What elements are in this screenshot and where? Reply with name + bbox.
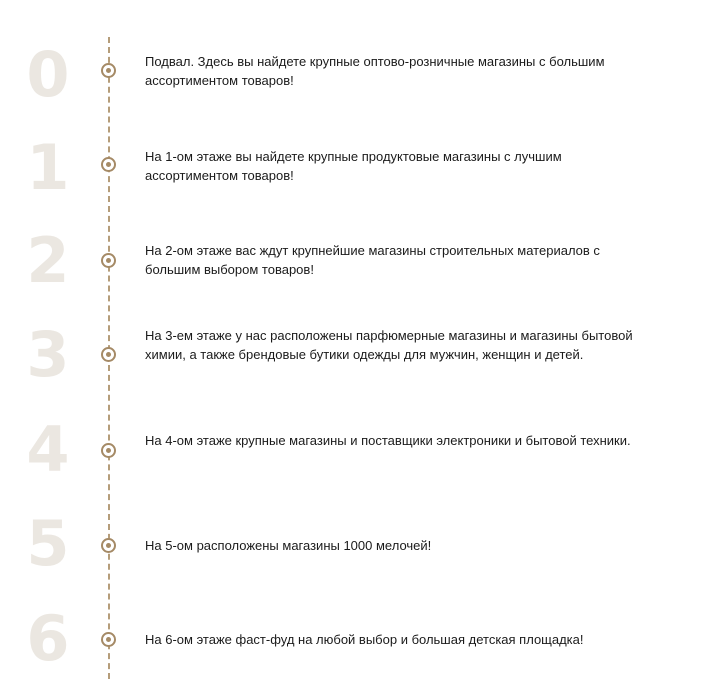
floor-number: 5 bbox=[26, 507, 70, 580]
timeline-node-icon bbox=[101, 538, 116, 553]
timeline-node-icon bbox=[101, 443, 116, 458]
timeline-node-icon bbox=[101, 63, 116, 78]
timeline-node-icon bbox=[101, 157, 116, 172]
floor-number: 3 bbox=[26, 318, 70, 391]
floor-description: На 3-ем этаже у нас расположены парфюмерные магазины и магазины бытовой химии, а также брендовые бутики одежды для мужчин, женщин и детей. bbox=[145, 328, 633, 362]
floor-description: На 6-ом этаже фаст-фуд на любой выбор и большая детская площадка! bbox=[145, 632, 584, 647]
floor-description: На 4-ом этаже крупные магазины и поставщики электроники и бытовой техники. bbox=[145, 433, 631, 448]
floor-number: 2 bbox=[26, 224, 70, 297]
floor-number: 4 bbox=[26, 413, 70, 486]
floor-number: 1 bbox=[26, 131, 70, 204]
timeline-node-icon bbox=[101, 632, 116, 647]
floor-description: На 5-ом расположены магазины 1000 мелочей! bbox=[145, 538, 432, 553]
floor-description: На 1-ом этаже вы найдете крупные продуктовые магазины с лучшим ассортиментом товаров! bbox=[145, 149, 562, 183]
floor-description: На 2-ом этаже вас ждут крупнейшие магазины строительных материалов с большим выбором товаров! bbox=[145, 243, 600, 277]
floor-description: Подвал. Здесь вы найдете крупные оптово-розничные магазины с большим ассортиментом товаров! bbox=[145, 54, 605, 88]
timeline-node-icon bbox=[101, 347, 116, 362]
floor-number: 0 bbox=[26, 38, 70, 111]
timeline-node-icon bbox=[101, 253, 116, 268]
floor-number: 6 bbox=[26, 602, 70, 675]
